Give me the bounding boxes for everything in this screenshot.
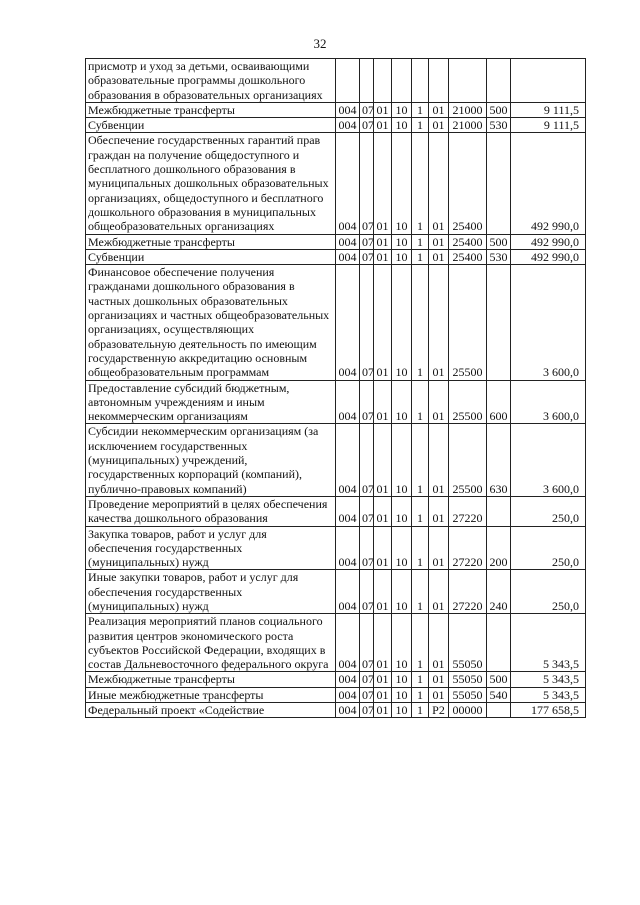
row-name: Межбюджетные трансферты (86, 102, 336, 117)
row-name: Реализация мероприятий планов социального развития центров экономического роста субъектов Российской Федерации, входящих в состав Дальневосточного федерального округа (86, 614, 336, 672)
code-cs2: 1 (412, 424, 429, 496)
code-cs1: 10 (392, 118, 412, 133)
code-pr: 01 (374, 687, 392, 702)
code-ved: 004 (336, 672, 360, 687)
code-cs3 (429, 59, 449, 103)
code-pr: 01 (374, 234, 392, 249)
code-vr: 630 (487, 424, 511, 496)
table-row (86, 703, 586, 718)
code-pr: 01 (374, 118, 392, 133)
table-row (86, 234, 586, 249)
code-cs2: 1 (412, 118, 429, 133)
row-sum: 5 343,5 (511, 672, 586, 687)
code-cs4: 27220 (449, 496, 487, 526)
code-cs1: 10 (392, 133, 412, 234)
row-sum: 3 600,0 (511, 424, 586, 496)
code-cs3: 01 (429, 614, 449, 672)
code-cs3: 01 (429, 133, 449, 234)
row-name: Субвенции (86, 249, 336, 264)
code-ved: 004 (336, 118, 360, 133)
code-cs2: 1 (412, 614, 429, 672)
code-cs4: 25400 (449, 249, 487, 264)
code-cs3: 01 (429, 672, 449, 687)
code-cs3: 01 (429, 380, 449, 424)
code-vr: 200 (487, 526, 511, 570)
code-cs2: 1 (412, 234, 429, 249)
row-sum: 5 343,5 (511, 687, 586, 702)
code-cs4: 25400 (449, 133, 487, 234)
code-cs2 (412, 59, 429, 103)
code-cs4: 25500 (449, 380, 487, 424)
code-cs2: 1 (412, 703, 429, 718)
code-cs1: 10 (392, 570, 412, 614)
code-pr: 01 (374, 672, 392, 687)
code-cs3: 01 (429, 265, 449, 380)
code-rz: 07 (360, 249, 374, 264)
code-cs2: 1 (412, 249, 429, 264)
row-sum: 250,0 (511, 526, 586, 570)
table-row (86, 265, 586, 380)
code-cs1: 10 (392, 496, 412, 526)
code-cs2: 1 (412, 526, 429, 570)
code-rz: 07 (360, 380, 374, 424)
code-cs4: 55050 (449, 614, 487, 672)
code-cs2: 1 (412, 133, 429, 234)
code-vr (487, 496, 511, 526)
code-ved: 004 (336, 703, 360, 718)
code-cs4: 25500 (449, 265, 487, 380)
table-row (86, 687, 586, 702)
code-vr: 240 (487, 570, 511, 614)
row-name: Иные межбюджетные трансферты (86, 687, 336, 702)
row-sum: 9 111,5 (511, 118, 586, 133)
code-cs3: 01 (429, 102, 449, 117)
code-vr: 530 (487, 249, 511, 264)
code-vr: 530 (487, 118, 511, 133)
code-cs4 (449, 59, 487, 103)
code-vr (487, 133, 511, 234)
code-rz: 07 (360, 496, 374, 526)
code-cs1: 10 (392, 424, 412, 496)
code-pr: 01 (374, 614, 392, 672)
table-row (86, 526, 586, 570)
code-ved: 004 (336, 526, 360, 570)
code-pr: 01 (374, 496, 392, 526)
code-cs2: 1 (412, 102, 429, 117)
code-pr: 01 (374, 265, 392, 380)
code-ved: 004 (336, 570, 360, 614)
code-cs4: 25500 (449, 424, 487, 496)
code-cs3: 01 (429, 234, 449, 249)
code-cs4: 25400 (449, 234, 487, 249)
code-ved: 004 (336, 687, 360, 702)
row-name: Иные закупки товаров, работ и услуг для обеспечения государственных (муниципальных) нужд (86, 570, 336, 614)
code-cs4: 27220 (449, 526, 487, 570)
row-sum: 5 343,5 (511, 614, 586, 672)
row-name: Межбюджетные трансферты (86, 234, 336, 249)
table-row (86, 424, 586, 496)
row-name: присмотр и уход за детьми, осваивающими образовательные программы дошкольного образования в образовательных организациях (86, 59, 336, 103)
code-vr (487, 703, 511, 718)
code-cs3: 01 (429, 496, 449, 526)
code-cs2: 1 (412, 687, 429, 702)
row-name: Предоставление субсидий бюджетным, автономным учреждениям и иным некоммерческим организациям (86, 380, 336, 424)
code-ved: 004 (336, 380, 360, 424)
code-vr: 500 (487, 102, 511, 117)
code-vr (487, 265, 511, 380)
code-cs3: 01 (429, 424, 449, 496)
code-cs3: 01 (429, 526, 449, 570)
code-ved: 004 (336, 614, 360, 672)
table-body (86, 59, 586, 718)
code-cs1: 10 (392, 265, 412, 380)
code-cs1: 10 (392, 672, 412, 687)
code-cs1: 10 (392, 614, 412, 672)
code-rz: 07 (360, 424, 374, 496)
code-pr (374, 59, 392, 103)
code-rz (360, 59, 374, 103)
code-pr: 01 (374, 526, 392, 570)
code-cs1: 10 (392, 249, 412, 264)
code-ved: 004 (336, 249, 360, 264)
code-cs3: 01 (429, 687, 449, 702)
code-vr: 500 (487, 234, 511, 249)
table-row (86, 249, 586, 264)
code-rz: 07 (360, 672, 374, 687)
code-ved (336, 59, 360, 103)
code-cs2: 1 (412, 570, 429, 614)
row-sum: 3 600,0 (511, 265, 586, 380)
code-rz: 07 (360, 234, 374, 249)
code-rz: 07 (360, 118, 374, 133)
code-rz: 07 (360, 133, 374, 234)
code-rz: 07 (360, 687, 374, 702)
code-vr (487, 59, 511, 103)
code-ved: 004 (336, 424, 360, 496)
code-cs1: 10 (392, 703, 412, 718)
code-pr: 01 (374, 102, 392, 117)
code-pr: 01 (374, 249, 392, 264)
code-cs3: 01 (429, 118, 449, 133)
code-cs1: 10 (392, 526, 412, 570)
code-cs1: 10 (392, 687, 412, 702)
code-cs1: 10 (392, 234, 412, 249)
code-ved: 004 (336, 102, 360, 117)
code-rz: 07 (360, 526, 374, 570)
code-rz: 07 (360, 703, 374, 718)
table-row (86, 570, 586, 614)
code-vr: 600 (487, 380, 511, 424)
table-row (86, 380, 586, 424)
code-cs1: 10 (392, 102, 412, 117)
code-vr: 500 (487, 672, 511, 687)
code-cs2: 1 (412, 496, 429, 526)
code-cs3: 01 (429, 249, 449, 264)
row-sum: 492 990,0 (511, 234, 586, 249)
code-rz: 07 (360, 570, 374, 614)
row-sum: 250,0 (511, 570, 586, 614)
code-cs3: P2 (429, 703, 449, 718)
code-vr: 540 (487, 687, 511, 702)
code-cs2: 1 (412, 265, 429, 380)
code-pr: 01 (374, 133, 392, 234)
code-cs4: 21000 (449, 102, 487, 117)
row-sum: 9 111,5 (511, 102, 586, 117)
code-pr: 01 (374, 380, 392, 424)
row-name: Проведение мероприятий в целях обеспечения качества дошкольного образования (86, 496, 336, 526)
code-ved: 004 (336, 234, 360, 249)
code-cs2: 1 (412, 380, 429, 424)
row-sum: 250,0 (511, 496, 586, 526)
code-cs4: 27220 (449, 570, 487, 614)
code-ved: 004 (336, 133, 360, 234)
code-ved: 004 (336, 265, 360, 380)
row-sum (511, 59, 586, 103)
code-pr: 01 (374, 570, 392, 614)
row-sum: 177 658,5 (511, 703, 586, 718)
code-rz: 07 (360, 265, 374, 380)
code-rz: 07 (360, 614, 374, 672)
budget-table (85, 58, 586, 718)
code-cs4: 55050 (449, 687, 487, 702)
code-cs4: 55050 (449, 672, 487, 687)
code-rz: 07 (360, 102, 374, 117)
code-cs4: 21000 (449, 118, 487, 133)
code-cs3: 01 (429, 570, 449, 614)
table-row (86, 672, 586, 687)
table-row (86, 614, 586, 672)
code-cs2: 1 (412, 672, 429, 687)
row-name: Обеспечение государственных гарантий прав граждан на получение общедоступного и бесплатного дошкольного образования в муниципальных дошкольных образовательных организациях, общедоступного и бесплатного дошкольного образования в муниципальных общеобразовательных организациях (86, 133, 336, 234)
row-name: Субсидии некоммерческим организациям (за исключением государственных (муниципальных) учреждений, государственных корпораций (компаний), публично-правовых компаний) (86, 424, 336, 496)
row-sum: 3 600,0 (511, 380, 586, 424)
row-name: Межбюджетные трансферты (86, 672, 336, 687)
row-name: Финансовое обеспечение получения гражданами дошкольного образования в частных дошкольных образовательных организациях и частных общеобразовательных организациях, осуществляющих образовательную деятельность по имеющим государственную аккредитацию основным общеобразовательным программам (86, 265, 336, 380)
code-pr: 01 (374, 703, 392, 718)
table-row (86, 133, 586, 234)
code-cs1 (392, 59, 412, 103)
row-name: Закупка товаров, работ и услуг для обеспечения государственных (муниципальных) нужд (86, 526, 336, 570)
code-cs4: 00000 (449, 703, 487, 718)
code-vr (487, 614, 511, 672)
table-row (86, 496, 586, 526)
row-name: Федеральный проект «Содействие (86, 703, 336, 718)
table-row (86, 102, 586, 117)
row-sum: 492 990,0 (511, 249, 586, 264)
row-name: Субвенции (86, 118, 336, 133)
row-sum: 492 990,0 (511, 133, 586, 234)
code-cs1: 10 (392, 380, 412, 424)
table-row (86, 118, 586, 133)
table-row (86, 59, 586, 103)
code-ved: 004 (336, 496, 360, 526)
code-pr: 01 (374, 424, 392, 496)
page-number: 32 (313, 36, 327, 51)
